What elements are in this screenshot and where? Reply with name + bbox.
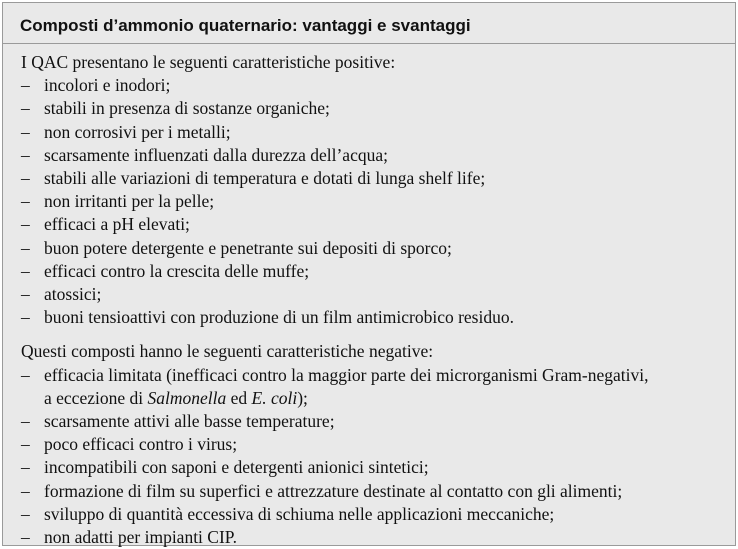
list-item-text: efficaci a pH elevati;	[44, 214, 190, 235]
list-item-text: non irritanti per la pelle;	[44, 191, 215, 212]
list-item-text: sviluppo di quantità eccessiva di schiuma nelle applicazioni meccaniche;	[44, 503, 555, 524]
list-item-text-line2-start: a eccezione di	[44, 387, 148, 408]
positives-list	[21, 74, 721, 329]
list-item-text: non adatti per impianti CIP.	[44, 527, 237, 548]
list-item-text: poco efficaci contro i virus;	[44, 434, 238, 455]
list-item	[21, 121, 721, 144]
list-item-text-line2-end: );	[297, 387, 308, 408]
list-item	[21, 456, 721, 479]
dash-bullet: –	[21, 214, 30, 235]
dash-bullet: –	[21, 260, 30, 281]
dash-bullet: –	[21, 144, 30, 165]
dash-bullet: –	[21, 121, 30, 142]
list-item-text: buon potere detergente e penetrante sui depositi di sporco;	[44, 237, 452, 258]
dash-bullet: –	[21, 237, 30, 258]
list-item-text: incolori e inodori;	[44, 75, 171, 96]
list-item-text-line1: efficacia limitata (inefficaci contro la maggior parte dei microrganismi Gram-negativi,	[44, 364, 649, 385]
box-title: Composti d’ammonio quaternario: vantaggi e svantaggi	[20, 16, 471, 35]
list-item-text: buoni tensioattivi con produzione di un film antimicrobico residuo.	[44, 307, 514, 328]
title-divider	[3, 43, 735, 44]
list-item	[21, 74, 721, 97]
dash-bullet: –	[21, 364, 30, 385]
list-item	[21, 503, 721, 526]
species-name-salmonella: Salmonella	[147, 387, 227, 408]
list-item-text: scarsamente influenzati dalla durezza dell’acqua;	[44, 144, 388, 165]
list-item	[21, 144, 721, 167]
list-item	[21, 213, 721, 236]
dash-bullet: –	[21, 75, 30, 96]
dash-bullet: –	[21, 191, 30, 212]
list-item	[21, 283, 721, 306]
negatives-list	[21, 364, 721, 549]
list-item	[21, 167, 721, 190]
dash-bullet: –	[21, 307, 30, 328]
list-item-text: stabili alle variazioni di temperatura e dotati di lunga shelf life;	[44, 168, 486, 189]
list-item	[21, 306, 721, 329]
list-item-text: efficaci contro la crescita delle muffe;	[44, 260, 310, 281]
list-item-text-line2-mid: ed	[226, 387, 252, 408]
dash-bullet: –	[21, 457, 30, 478]
list-item	[21, 480, 721, 503]
section-spacer	[21, 329, 721, 340]
dash-bullet: –	[21, 411, 30, 432]
info-box	[2, 2, 736, 546]
dash-bullet: –	[21, 434, 30, 455]
list-item	[21, 526, 721, 549]
list-item-text: non corrosivi per i metalli;	[44, 121, 231, 142]
list-item-text: atossici;	[44, 284, 102, 305]
dash-bullet: –	[21, 168, 30, 189]
list-item	[21, 410, 721, 433]
dash-bullet: –	[21, 284, 30, 305]
positives-intro: I QAC presentano le seguenti caratteristiche positive:	[21, 52, 396, 72]
list-item	[21, 433, 721, 456]
list-item-text: incompatibili con saponi e detergenti anionici sintetici;	[44, 457, 429, 478]
list-item	[21, 260, 721, 283]
list-item	[21, 190, 721, 213]
list-item	[21, 364, 721, 410]
list-item	[21, 237, 721, 260]
box-content	[21, 51, 721, 549]
list-item	[21, 97, 721, 120]
list-item-text: stabili in presenza di sostanze organiche;	[44, 98, 330, 119]
list-item-text: scarsamente attivi alle basse temperature;	[44, 411, 335, 432]
dash-bullet: –	[21, 480, 30, 501]
dash-bullet: –	[21, 503, 30, 524]
dash-bullet: –	[21, 527, 30, 548]
dash-bullet: –	[21, 98, 30, 119]
negatives-intro: Questi composti hanno le seguenti caratteristiche negative:	[21, 341, 434, 362]
species-name-ecoli: E. coli	[251, 387, 298, 408]
list-item-text: formazione di film su superfici e attrezzature destinate al contatto con gli alimenti;	[44, 480, 623, 501]
